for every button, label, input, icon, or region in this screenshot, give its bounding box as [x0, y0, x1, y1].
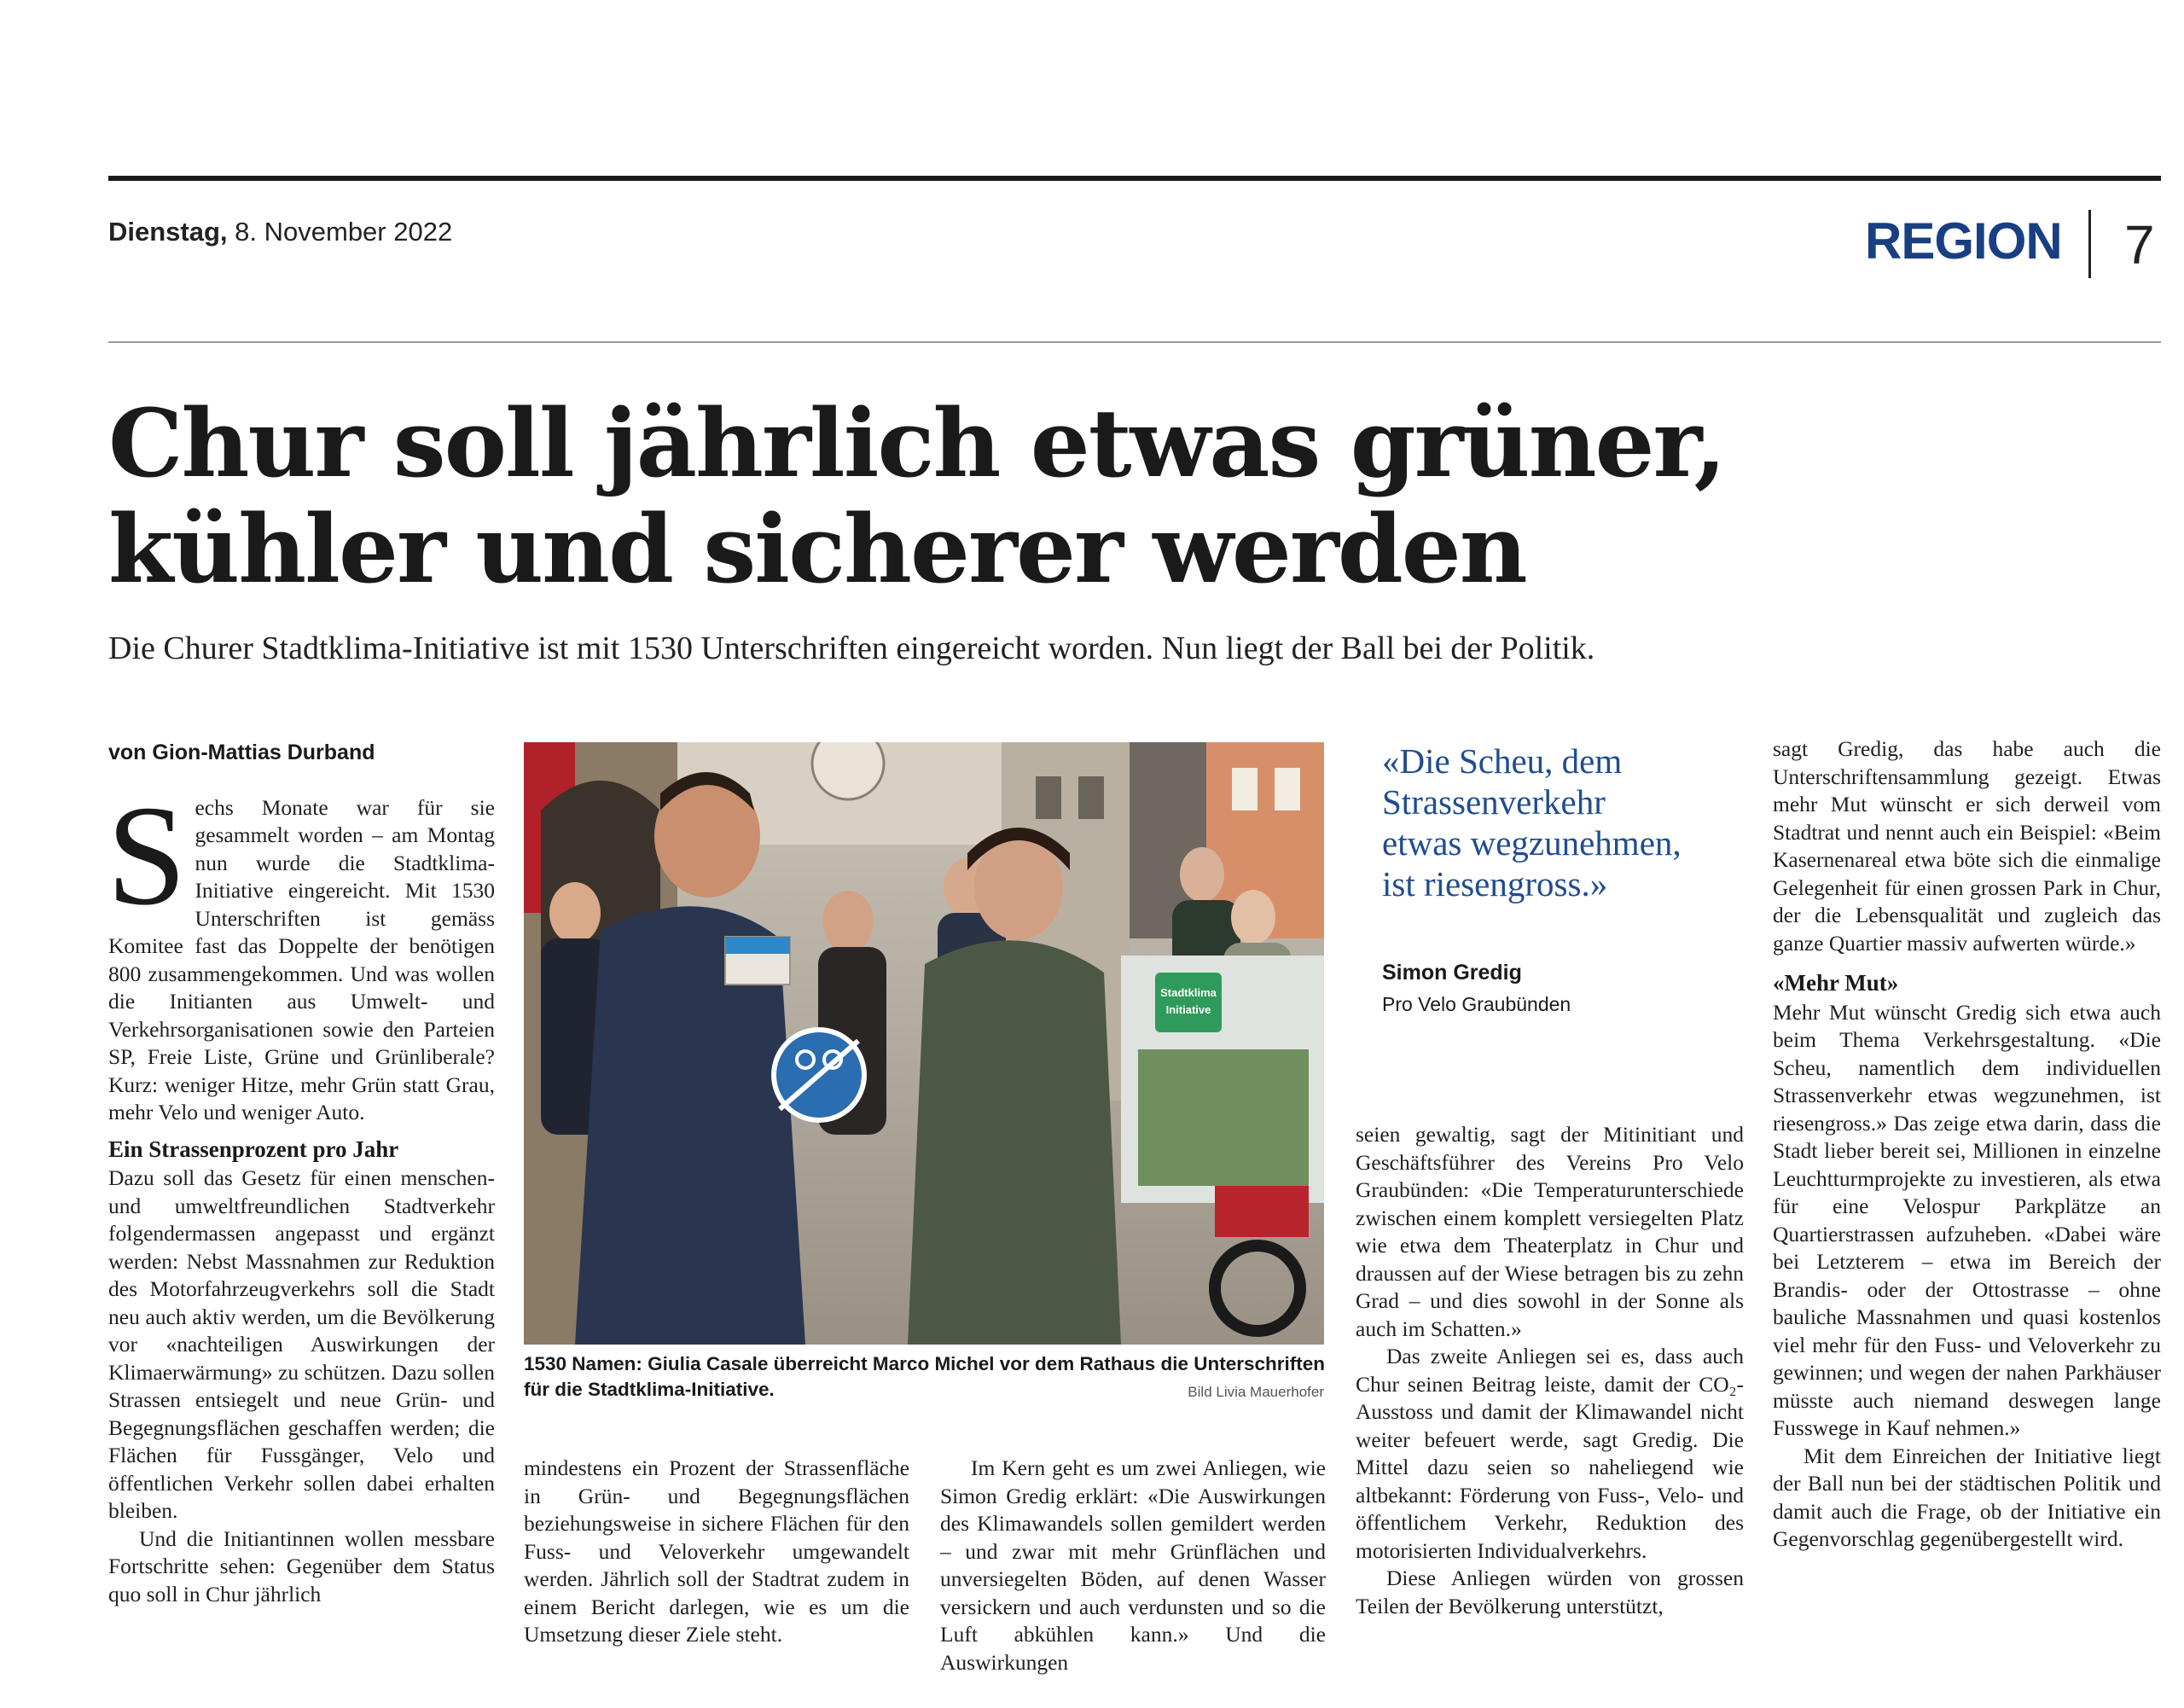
- photo-credit: Bild Livia Mauerhofer: [1188, 1384, 1324, 1400]
- paragraph: Diese Anliegen würden von grossen Teilen der Bevölkerung unterstützt,: [1356, 1566, 1744, 1618]
- paragraph: Mehr Mut wünscht Gredig sich etwa auch beim Thema Verkehrsgestaltung. «Die Scheu, namentlich dem individuellen Strassenverkehr etwas wegzunehmen, ist riesengross.» Das zeige etwa darin, dass die Stadt lieber bereit sei, Millionen in einzelne Leuchtturmprojekte zu investieren, als etwa für eine Velospur Parkplätze an Quartierstrassen aufzuheben. «Dabei wäre bei Letzterem – etwa im Bereich der Brandis- oder der Ottostrasse – ohne bauliche Massnahmen und quasi kostenlos viel mehr für den Fuss- und Veloverkehr zu gewinnen; und wegen der nahen Parkhäuser müsste auch niemand deswegen lange Fusswege in Kauf nehmen.»: [1773, 999, 2161, 1440]
- pull-quote-author: Simon Gredig: [1382, 961, 1522, 985]
- article-column-5: [1773, 735, 2161, 1554]
- article-column-1: [108, 739, 495, 1608]
- paragraph: seien gewaltig, sagt der Mitinitiant und Geschäftsführer des Vereins Pro Velo Graubünden: «Die Temperaturunterschiede zwischen einem komplett versiegelten Platz wie etwa dem Theaterplatz in Chur und draussen auf der Wiese betragen bis zu zehn Grad – und dies sowohl in der Sonne als auch im Schatten.»: [1356, 1122, 1744, 1341]
- photo-caption: 1530 Namen: Giulia Casale überreicht Marco Michel vor dem Rathaus die Unterschriften für die Stadtklima-Initiative.: [524, 1353, 1326, 1400]
- paragraph: Und die Initiantinnen wollen messbare Fortschritte sehen: Gegenüber dem Status quo soll in Chur jährlich: [108, 1525, 495, 1606]
- paragraph: Das zweite Anliegen sei es, dass auch Chur seinen Beitrag leiste, damit der CO₂-Ausstoss und damit der Klimawandel nicht weiter befeuert werde, sagt Gredig. Die Mittel dazu seien so naheliegend wie altbekannt: Förderung von Fuss-, Velo- und öffentlichem Verkehr, Reduktion des motorisierten Individualverkehrs.: [1356, 1344, 1744, 1563]
- lead-text: Die Churer Stadtklima-Initiative ist mit 1530 Unterschriften eingereicht worden. Nun liegt der Ball bei der Politik.: [108, 630, 1595, 666]
- top-rule: [108, 176, 2161, 181]
- paragraph: echs Monate war für sie gesammelt worden – am Montag nun wurde die Stadtklima-Initiative eingereicht. Mit 1530 Unterschriften ist gemäss Komitee fast das Doppelte der benötigen 800 zusammengekommen. Und was wollen die Initianten aus Umwelt- und Verkehrsorganisationen sowie den Parteien SP, Freie Liste, Grüne und Grünliberale? Kurz: weniger Hitze, mehr Grün statt Grau, mehr Velo und weniger Auto.: [108, 794, 495, 1124]
- drop-cap: S: [107, 776, 187, 935]
- pull-quote: «Die Scheu, dem Strassenverkehr etwas wegzunehmen, ist riesengross.»: [1382, 741, 1682, 903]
- article-photo: [524, 742, 1324, 1345]
- headline-line-1: Chur soll jährlich etwas grüner,: [108, 388, 1725, 498]
- photo-illustration: [524, 742, 1324, 1345]
- section-label: REGION: [1865, 212, 2062, 270]
- subheading: Ein Strassenprozent pro Jahr: [108, 1136, 399, 1162]
- paragraph: mindestens ein Prozent der Strassenfläche in Grün- und Begegnungsflächen beziehungsweise in sichere Flächen für den Fuss- und Veloverkehr umgewandelt werden. Jährlich soll der Stadtrat zudem in einem Bericht darlegen, wie es um die Umsetzung dieser Ziele steht.: [524, 1455, 909, 1647]
- dateline: [108, 217, 452, 247]
- header-separator: [2088, 210, 2091, 278]
- dateline-day: Dienstag,: [108, 217, 228, 247]
- paragraph: Dazu soll das Gesetz für einen menschen- und umweltfreundlichen Stadtverkehr folgendermassen angepasst und ergänzt werden: Nebst Massnahmen zur Reduktion des Motorfahrzeugverkehrs soll die Stadt neu auch aktiv werden, um die Bevölkerung vor «nachteiligen Auswirkungen der Klimaerwärmung» zu schützen. Dazu sollen Strassen entsiegelt und neue Grün- und Begegnungsflächen geschaffen werden; die Flächen für Fussgänger, Velo und öffentlichen Verkehr sollen dabei erhalten bleiben.: [108, 1165, 495, 1523]
- headline-line-2: kühler und sicherer werden: [108, 494, 1526, 604]
- article-column-3: [940, 1455, 1326, 1676]
- subheading: «Mehr Mut»: [1773, 970, 1899, 996]
- sign-text-2: Initiative: [1165, 1003, 1211, 1016]
- sign-text-1: Stadtklima: [1160, 986, 1217, 999]
- headline: [108, 388, 2071, 604]
- article-column-2: [524, 1455, 909, 1649]
- dateline-date: 8. November 2022: [235, 217, 453, 247]
- article-column-4: [1356, 1121, 1744, 1620]
- byline: von Gion-Mattias Durband: [108, 741, 375, 764]
- paragraph: Mit dem Einreichen der Initiative liegt der Ball nun bei der städtischen Politik und damit auch die Frage, ob der Initiative ein Gegenvorschlag gegenübergestellt wird.: [1773, 1443, 2161, 1551]
- pull-quote-role: Pro Velo Graubünden: [1382, 993, 1571, 1015]
- paragraph: sagt Gredig, das habe auch die Unterschriftensammlung gezeigt. Etwas mehr Mut wünscht er sich derweil vom Stadtrat und nennt auch ein Beispiel: «Beim Kasernenareal etwa böte sich die einmalige Gelegenheit für einen grossen Park in Chur, der die Lebensqualität und zugleich das ganze Quartier massiv aufwerten würde.»: [1773, 736, 2161, 956]
- page-number: 7: [2124, 214, 2155, 276]
- paragraph: Im Kern geht es um zwei Anliegen, wie Simon Gredig erklärt: «Die Auswirkungen des Klimawandels sollen gemildert werden – und zwar mit mehr Grünflächen und unversiegelten Böden, auf denen Wasser versickern und auch verdunsten und so die Luft abkühlen kann.» Und die Auswirkungen: [940, 1455, 1326, 1675]
- header-rule: [108, 341, 2161, 343]
